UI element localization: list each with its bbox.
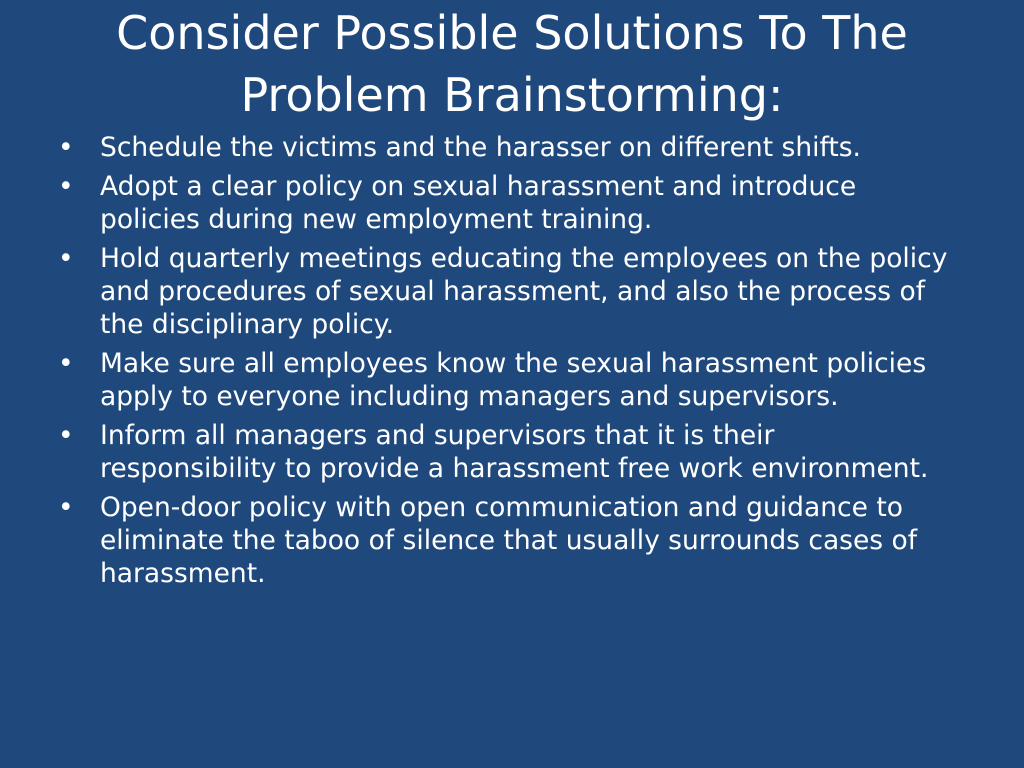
bullet-text: Make sure all employees know the sexual harassment policies apply to everyone including managers and supervisors. xyxy=(100,348,927,412)
bullet-icon: • xyxy=(58,420,74,451)
bullet-icon: • xyxy=(58,132,74,163)
bullet-icon: • xyxy=(58,492,74,523)
bullet-text: Inform all managers and supervisors that it is their responsibility to provide a harassment free work environment. xyxy=(100,420,929,484)
bullet-item-4 xyxy=(58,347,958,413)
bullet-item-6 xyxy=(58,491,958,590)
slide-title: Consider Possible Solutions To The Problem Brainstorming: xyxy=(116,6,908,122)
bullet-item-1 xyxy=(58,131,958,164)
bullet-icon: • xyxy=(58,171,74,202)
bullet-text: Adopt a clear policy on sexual harassment and introduce policies during new employment training. xyxy=(100,171,857,235)
bullet-item-3 xyxy=(58,242,958,341)
bullet-text: Schedule the victims and the harasser on different shifts. xyxy=(100,132,861,163)
bullet-item-2 xyxy=(58,170,958,236)
bullet-icon: • xyxy=(58,348,74,379)
bullet-icon: • xyxy=(58,243,74,274)
bullet-item-5 xyxy=(58,419,958,485)
bullet-text: Hold quarterly meetings educating the employees on the policy and procedures of sexual harassment, and also the process of the disciplinary policy. xyxy=(100,243,948,340)
bullet-text: Open-door policy with open communication and guidance to eliminate the taboo of silence that usually surrounds cases of harassment. xyxy=(100,492,918,589)
bullet-list xyxy=(58,131,958,596)
